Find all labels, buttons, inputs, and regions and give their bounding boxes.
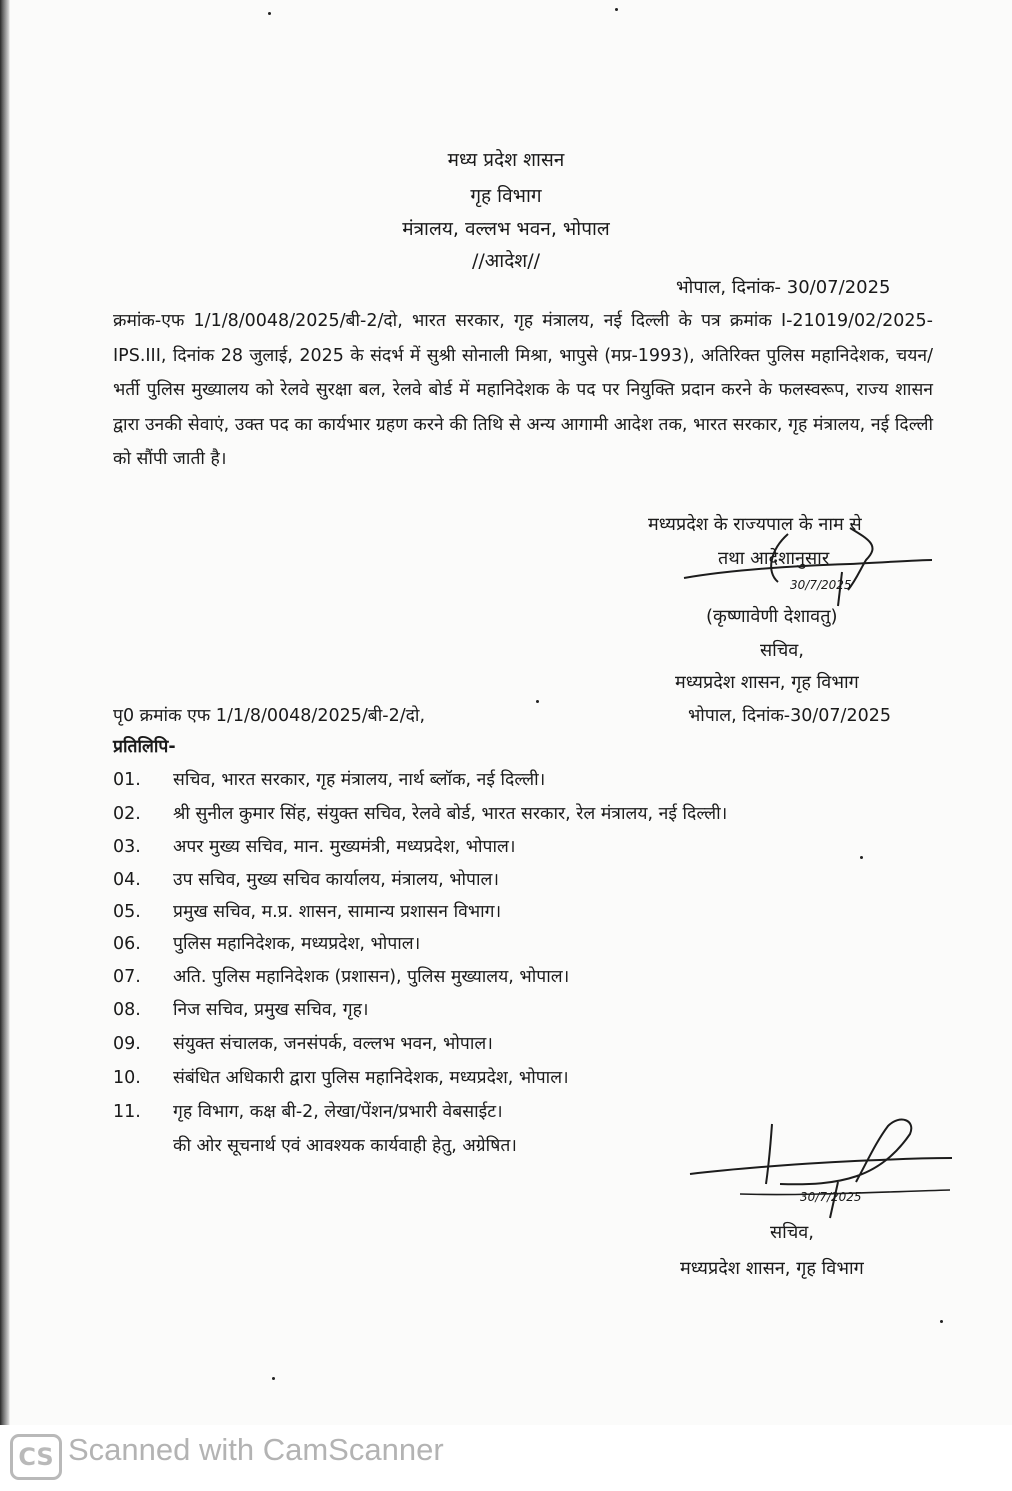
list-item-number: 02. xyxy=(113,804,141,824)
scan-speck xyxy=(615,8,618,11)
list-item-text: श्री सुनील कुमार सिंह, संयुक्त सचिव, रेलवे बोर्ड, भारत सरकार, रेल मंत्रालय, नई दिल्ली। xyxy=(173,804,728,824)
endorsement-reference: पृ0 क्रमांक एफ 1/1/8/0048/2025/बी-2/दो, xyxy=(113,706,426,726)
signature-1-date: 30/7/2025 xyxy=(790,578,852,592)
list-item-text: गृह विभाग, कक्ष बी-2, लेखा/पेंशन/प्रभारी वेबसाईट। xyxy=(173,1102,503,1122)
header-address: मंत्रालय, वल्लभ भवन, भोपाल xyxy=(402,218,610,240)
camscanner-watermark-text: Scanned with CamScanner xyxy=(68,1432,444,1467)
list-item-number: 05. xyxy=(113,902,141,922)
signature-2-date: 30/7/2025 xyxy=(800,1190,862,1204)
scan-speck xyxy=(268,12,271,15)
signatory-name: (कृष्णावेणी देशावतु) xyxy=(706,606,838,627)
list-item-text: अपर मुख्य सचिव, मान. मुख्यमंत्री, मध्यप्रदेश, भोपाल। xyxy=(173,837,516,857)
list-item-number: 08. xyxy=(113,1000,141,1020)
list-item xyxy=(113,997,369,1021)
list-item xyxy=(113,931,420,955)
list-item-text: संबंधित अधिकारी द्वारा पुलिस महानिदेशक, मध्यप्रदेश, भोपाल। xyxy=(173,1068,569,1088)
list-item-text: सचिव, भारत सरकार, गृह मंत्रालय, नार्थ ब्लॉक, नई दिल्ली। xyxy=(173,770,546,790)
list-item-number: 06. xyxy=(113,934,141,954)
endorsement-date: भोपाल, दिनांक-30/07/2025 xyxy=(688,706,891,726)
list-item-text: प्रमुख सचिव, म.प्र. शासन, सामान्य प्रशासन विभाग। xyxy=(173,902,502,922)
list-item-number: 04. xyxy=(113,870,141,890)
list-item xyxy=(113,834,516,858)
list-item xyxy=(113,1065,569,1089)
list-item-number: 01. xyxy=(113,770,141,790)
list-item-text: निज सचिव, प्रमुख सचिव, गृह। xyxy=(173,1000,369,1020)
list-item xyxy=(113,899,501,923)
list-item-number: 03. xyxy=(113,837,141,857)
scan-speck xyxy=(860,856,863,859)
by-order-line: तथा आदेशानुसार xyxy=(718,548,830,569)
list-item-number: 10. xyxy=(113,1068,141,1088)
list-item xyxy=(113,1031,493,1055)
signatory-2-designation: सचिव, xyxy=(770,1222,814,1243)
list-item xyxy=(113,801,727,825)
order-date: भोपाल, दिनांक- 30/07/2025 xyxy=(676,277,891,298)
list-item-text: उप सचिव, मुख्य सचिव कार्यालय, मंत्रालय, भोपाल। xyxy=(173,870,500,890)
list-item-text: अति. पुलिस महानिदेशक (प्रशासन), पुलिस मुख्यालय, भोपाल। xyxy=(173,967,570,987)
list-item-number: 11. xyxy=(113,1102,141,1122)
signatory-2-department: मध्यप्रदेश शासन, गृह विभाग xyxy=(680,1258,864,1279)
scan-speck xyxy=(536,700,539,703)
copy-to-label: प्रतिलिपि- xyxy=(113,737,176,757)
list-item-number: 07. xyxy=(113,967,141,987)
list-item xyxy=(113,964,569,988)
signatory-designation: सचिव, xyxy=(760,640,804,661)
governor-order-line: मध्यप्रदेश के राज्यपाल के नाम से xyxy=(648,514,862,535)
closing-line: की ओर सूचनार्थ एवं आवश्यक कार्यवाही हेतु, अग्रेषित। xyxy=(173,1136,517,1156)
list-item-text: पुलिस महानिदेशक, मध्यप्रदेश, भोपाल। xyxy=(173,934,421,954)
list-item xyxy=(113,867,499,891)
scan-edge-shadow xyxy=(0,0,10,1425)
signature-2 xyxy=(680,1112,960,1222)
header-government: मध्य प्रदेश शासन xyxy=(447,149,565,171)
list-item-text: संयुक्त संचालक, जनसंपर्क, वल्लभ भवन, भोपाल। xyxy=(173,1034,493,1054)
order-title: //आदेश// xyxy=(471,250,541,272)
list-item xyxy=(113,767,545,791)
signature-1 xyxy=(670,520,940,610)
list-item-number: 09. xyxy=(113,1034,141,1054)
header-department: गृह विभाग xyxy=(470,185,542,207)
camscanner-logo-icon: CS xyxy=(10,1434,62,1480)
scan-speck xyxy=(940,1320,943,1323)
signatory-department: मध्यप्रदेश शासन, गृह विभाग xyxy=(675,672,859,693)
order-body-paragraph: क्रमांक-एफ 1/1/8/0048/2025/बी-2/दो, भारत सरकार, गृह मंत्रालय, नई दिल्ली के पत्र क्रमांक I-21019/02/2025-IPS.III, दिनांक 28 जुलाई, 2025 के संदर्भ में सुश्री सोनाली मिश्रा, भापुसे (मप्र-1993), अतिरिक्त पुलिस महानिदेशक, चयन/भर्ती पुलिस मुख्यालय को रेलवे सुरक्षा बल, रेलवे बोर्ड में महानिदेशक के पद पर नियुक्ति प्रदान करने के फलस्वरूप, राज्य शासन द्वारा उनकी सेवाएं, उक्त पद का कार्यभार ग्रहण करने की तिथि से अन्य आगामी आदेश तक, भारत सरकार, गृह मंत्रालय, नई दिल्ली को सौंपी जाती है। xyxy=(113,311,933,470)
scan-speck xyxy=(272,1377,275,1380)
list-item xyxy=(113,1099,503,1123)
